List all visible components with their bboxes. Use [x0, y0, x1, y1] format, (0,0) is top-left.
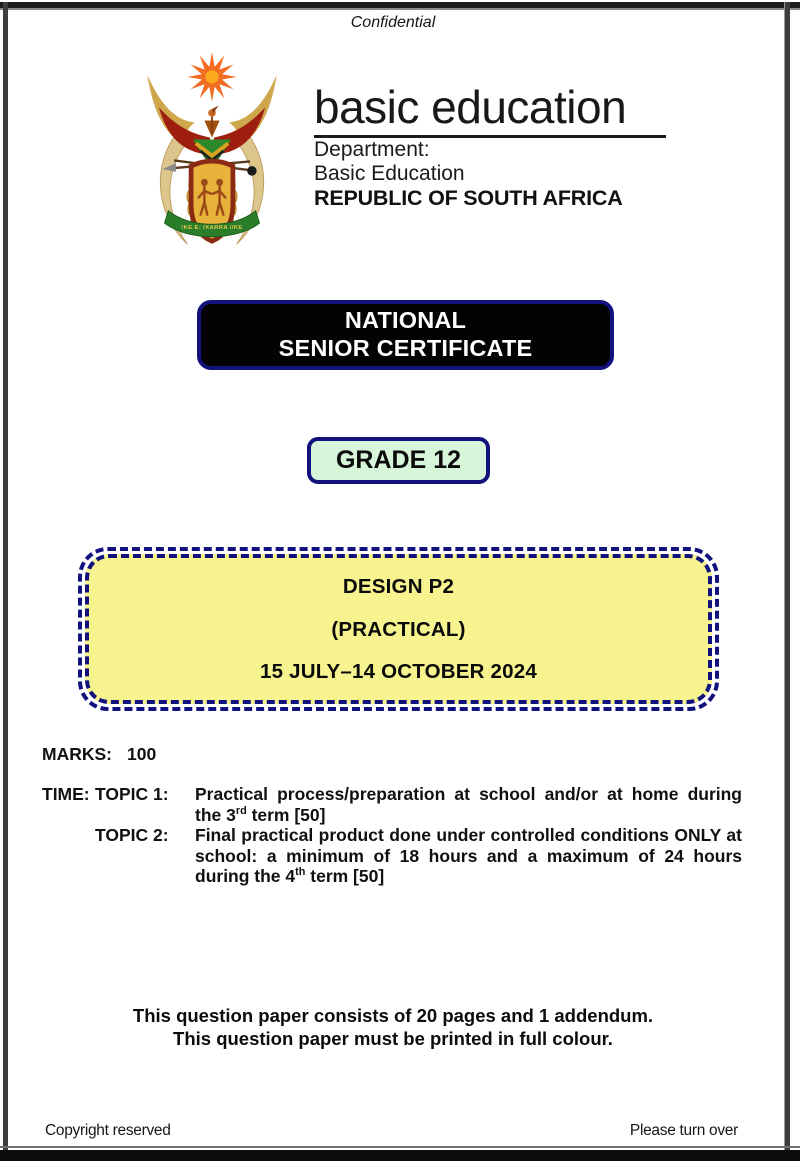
topic-2-ordinal: th	[295, 866, 306, 879]
topic-1-text: Practical process/preparation at school and/or at home during the 3rd term [50]	[195, 784, 742, 825]
motto-text: !KE E: /XARRA //KE	[181, 224, 243, 231]
paper-type: (PRACTICAL)	[331, 617, 466, 641]
subject-banner-inner	[85, 554, 712, 704]
footer-copyright: Copyright reserved	[45, 1122, 171, 1139]
time-block	[42, 784, 744, 887]
logo-text-block	[314, 81, 666, 211]
dbe-logo-block	[136, 50, 666, 250]
nsc-line-2: SENIOR CERTIFICATE	[278, 335, 533, 361]
coat-of-arms-logo	[136, 50, 288, 250]
page-border-bottom-line	[0, 1146, 800, 1148]
department-line-1: Department:	[314, 138, 430, 161]
topic-1-ordinal: rd	[235, 804, 247, 817]
time-label: TIME:	[42, 784, 90, 804]
topic-2-text: Final practical product done under controlled conditions ONLY at school: a minimum of 18 hours and a maximum of 24 hours during the 4th term [50]	[195, 825, 742, 887]
country-line: REPUBLIC OF SOUTH AFRICA	[314, 186, 623, 211]
page-footer	[45, 1122, 738, 1140]
marks-label: MARKS:	[42, 744, 112, 764]
footer-turn-over: Please turn over	[629, 1122, 738, 1139]
notes-line-1: This question paper consists of 20 pages and 1 addendum.	[132, 1005, 654, 1026]
topic-2-label: TOPIC 2:	[95, 825, 169, 846]
bird-icon	[204, 105, 219, 137]
time-label-spacer	[42, 825, 95, 887]
confidential-label: Confidential	[350, 14, 436, 31]
marks-value: 100	[127, 744, 157, 764]
topic-1-label: TOPIC 1:	[95, 784, 169, 804]
national-senior-certificate-banner	[197, 300, 614, 370]
logo-wordmark: basic education	[314, 84, 666, 138]
page-border-left	[3, 2, 8, 1161]
page-border-right	[784, 2, 790, 1161]
paper-notes	[0, 1004, 786, 1050]
department-line-2: Basic Education	[314, 161, 465, 185]
grade-banner: GRADE 12	[307, 437, 490, 484]
nsc-line-1: NATIONAL	[344, 307, 467, 334]
page-border-top	[0, 2, 800, 10]
date-range: 15 JULY–14 OCTOBER 2024	[260, 660, 537, 683]
notes-line-2: This question paper must be printed in full colour.	[173, 1028, 613, 1049]
marks-row	[42, 744, 156, 765]
page-border-bottom	[0, 1150, 800, 1161]
subject-title: DESIGN P2	[342, 575, 455, 598]
subject-banner	[78, 547, 719, 711]
sun-center-icon	[205, 70, 218, 83]
